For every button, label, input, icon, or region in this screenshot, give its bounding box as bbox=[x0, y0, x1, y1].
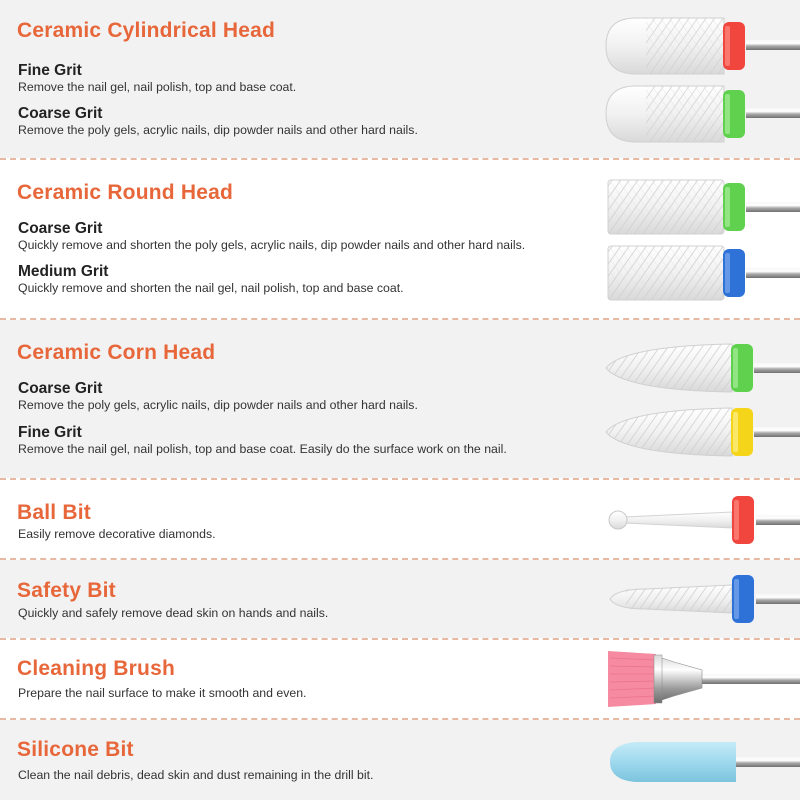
grit-description: Remove the nail gel, nail polish, top and base coat. Easily do the surface work on the nail. bbox=[18, 442, 507, 456]
item-description: Clean the nail debris, dead skin and dust remaining in the drill bit. bbox=[18, 768, 374, 782]
section-title: Safety Bit bbox=[17, 579, 116, 602]
grit-label: Coarse Grit bbox=[18, 380, 103, 397]
section-cleaning-brush bbox=[0, 640, 800, 718]
grit-description: Remove the poly gels, acrylic nails, dip powder nails and other hard nails. bbox=[18, 398, 418, 412]
grit-label: Coarse Grit bbox=[18, 220, 103, 237]
section-title: Silicone Bit bbox=[17, 738, 134, 761]
section-ceramic-corn-head bbox=[0, 320, 800, 478]
grit-description: Quickly remove and shorten the poly gels, acrylic nails, dip powder nails and other hard nails. bbox=[18, 238, 526, 252]
cleaning-brush-icon bbox=[606, 648, 800, 710]
section-safety-bit bbox=[0, 560, 800, 638]
section-ceramic-cylindrical-head bbox=[0, 0, 800, 158]
ceramic-cylindrical-bit-icon bbox=[606, 82, 800, 146]
ceramic-corn-bit-icon bbox=[604, 340, 800, 396]
grit-label: Fine Grit bbox=[18, 62, 82, 79]
grit-description: Remove the poly gels, acrylic nails, dip powder nails and other hard nails. bbox=[18, 123, 418, 137]
safety-bit-icon bbox=[606, 571, 800, 627]
silicone-bit-icon bbox=[606, 734, 800, 790]
grit-label: Coarse Grit bbox=[18, 105, 103, 122]
ceramic-corn-bit-icon bbox=[604, 404, 800, 460]
item-description: Prepare the nail surface to make it smooth and even. bbox=[18, 686, 307, 700]
item-description: Easily remove decorative diamonds. bbox=[18, 527, 216, 541]
section-silicone-bit bbox=[0, 720, 800, 800]
item-description: Quickly and safely remove dead skin on hands and nails. bbox=[18, 606, 329, 620]
ceramic-cylindrical-bit-icon bbox=[606, 14, 800, 78]
section-title: Ball Bit bbox=[17, 501, 91, 524]
grit-label: Fine Grit bbox=[18, 424, 82, 441]
ball-bit-icon bbox=[606, 492, 800, 548]
grit-description: Remove the nail gel, nail polish, top and base coat. bbox=[18, 80, 297, 94]
ceramic-barrel-bit-icon bbox=[606, 242, 800, 304]
section-title: Cleaning Brush bbox=[17, 657, 175, 680]
grit-description: Quickly remove and shorten the nail gel, nail polish, top and base coat. bbox=[18, 281, 404, 295]
ceramic-barrel-bit-icon bbox=[606, 176, 800, 238]
grit-label: Medium Grit bbox=[18, 263, 109, 280]
section-title: Ceramic Round Head bbox=[17, 181, 233, 204]
section-title: Ceramic Cylindrical Head bbox=[17, 19, 276, 42]
section-ceramic-round-head bbox=[0, 160, 800, 318]
section-title: Ceramic Corn Head bbox=[17, 341, 216, 364]
section-ball-bit bbox=[0, 480, 800, 558]
